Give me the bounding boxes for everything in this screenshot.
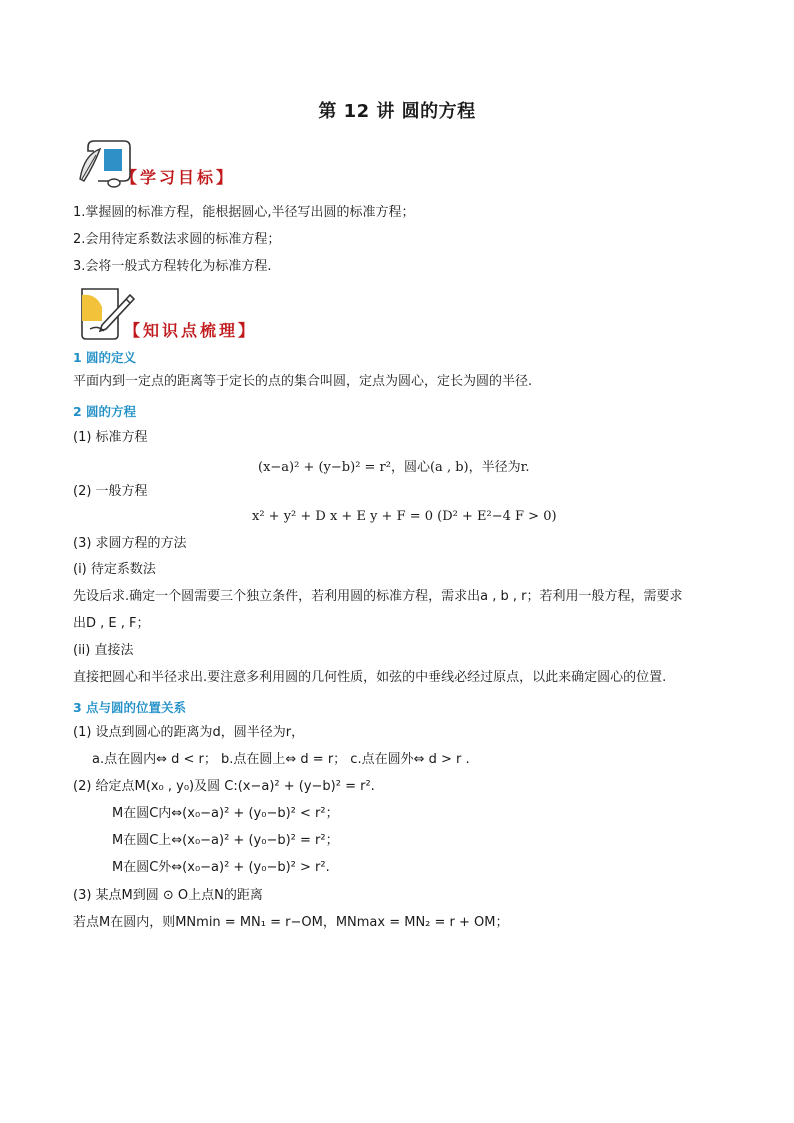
sub-heading: (2) 一般方程 (73, 484, 148, 499)
goal-item: 3.会将一般式方程转化为标准方程. (73, 259, 272, 274)
goals-banner: 【学习目标】 (121, 168, 236, 187)
equation: (x−a)² + (y−b)² = r²，圆心(a , b)，半径为r. (258, 460, 530, 475)
equation: x² + y² + D x + E y + F = 0 (D² + E²−4 F > 0) (252, 509, 557, 524)
paragraph: 直接把圆心和半径求出.要注意多利用圆的几何性质，如弦的中垂线必经过原点，以此来确定圆心的位置. (73, 670, 667, 685)
page-title: 第 12 讲 圆的方程 (318, 101, 476, 122)
paragraph: M在圆C外⇔(x₀−a)² + (y₀−b)² > r². (112, 860, 330, 875)
paragraph: (2) 给定点M(x₀ , y₀)及圆 C:(x−a)² + (y−b)² = r². (73, 779, 375, 794)
goal-item: 1.掌握圆的标准方程，能根据圆心,半径写出圆的标准方程； (73, 205, 415, 220)
sub-heading: (1) 标准方程 (73, 430, 148, 445)
method-label: (ii) 直接法 (73, 643, 134, 658)
section-heading: 1 圆的定义 (73, 350, 137, 365)
paragraph: a.点在圆内⇔ d < r； b.点在圆上⇔ d = r； c.点在圆外⇔ d > r . (92, 752, 470, 767)
knowledge-banner: 【知识点梳理】 (124, 321, 258, 340)
paragraph: M在圆C内⇔(x₀−a)² + (y₀−b)² < r²； (112, 806, 339, 821)
section-heading: 2 圆的方程 (73, 404, 137, 419)
paragraph: 出D , E , F； (73, 616, 150, 631)
paragraph: (1) 设点到圆心的距离为d，圆半径为r， (73, 725, 305, 740)
section-heading: 3 点与圆的位置关系 (73, 700, 187, 715)
goal-item: 2.会用待定系数法求圆的标准方程； (73, 232, 281, 247)
paragraph: 先设后求.确定一个圆需要三个独立条件，若利用圆的标准方程，需求出a , b , r；若利用一般方程，需要求 (73, 589, 683, 604)
paragraph: 平面内到一定点的距离等于定长的点的集合叫圆，定点为圆心，定长为圆的半径. (73, 374, 533, 389)
paragraph: (3) 某点M到圆 ⊙ O上点N的距离 (73, 888, 263, 903)
paragraph: 若点M在圆内，则MNmin = MN₁ = r−OM，MNmax = MN₂ = r + OM； (73, 915, 509, 930)
paragraph: M在圆C上⇔(x₀−a)² + (y₀−b)² = r²； (112, 833, 339, 848)
sub-heading: (3) 求圆方程的方法 (73, 536, 187, 551)
method-label: (i) 待定系数法 (73, 562, 156, 577)
